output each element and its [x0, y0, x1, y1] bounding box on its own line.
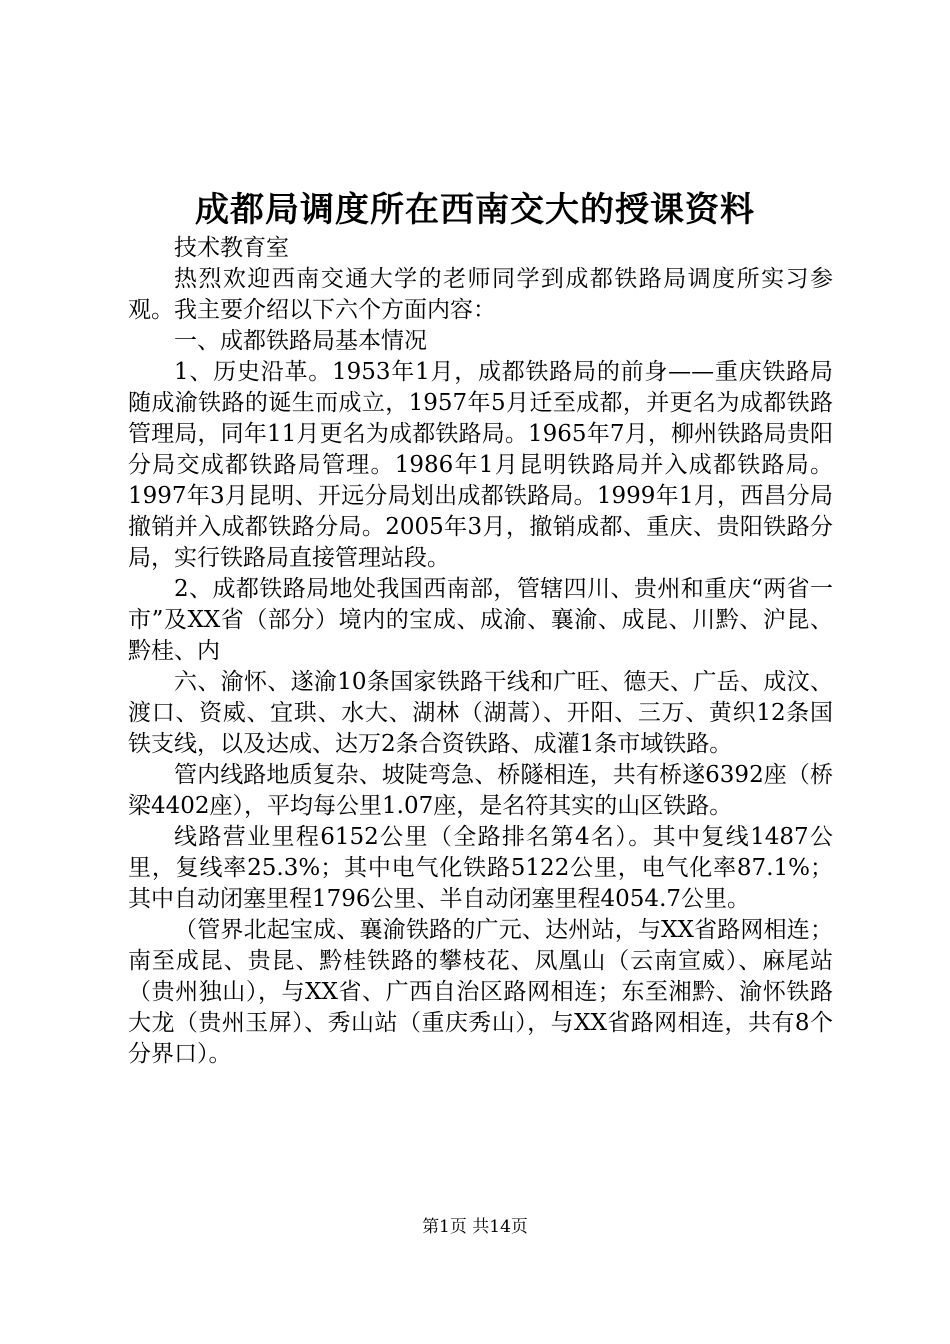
document-body: [128, 233, 833, 1070]
section-heading-1: 一、成都铁路局基本情况: [174, 328, 427, 354]
paragraph-boundaries: （管界北起宝成、襄渝铁路的广元、达州站，与XX省路网相连；南至成昆、贵昆、黔桂铁路的攀枝花、凤凰山（云南宣威）、麻尾站（贵州独山），与XX省、广西自治区路网相连；东至湘黔、渝怀铁路大龙（贵州玉屏）、秀山站（重庆秀山），与XX省路网相连，共有8个分界口）。: [128, 917, 833, 1067]
paragraph-mileage: 线路营业里程6152公里（全路排名第4名）。其中复线1487公里，复线率25.3%；其中电气化铁路5122公里，电气化率87.1%；其中自动闭塞里程1796公里、半自动闭塞里程4054.7公里。: [128, 824, 833, 912]
author-line: 技术教育室: [174, 235, 289, 261]
paragraph-bridges: 管内线路地质复杂、坡陡弯急、桥隧相连，共有桥遂6392座（桥梁4402座），平均每公里1.07座，是名符其实的山区铁路。: [128, 762, 833, 819]
paragraph-history: 1、历史沿革。1953年1月，成都铁路局的前身——重庆铁路局随成渝铁路的诞生而成立，1957年5月迁至成都，并更名为成都铁路管理局，同年11月更名为成都铁路局。1965年7月，柳州铁路局贵阳分局交成都铁路局管理。1986年1月昆明铁路局并入成都铁路局。1997年3月昆明、开远分局划出成都铁路局。1999年1月，西昌分局撤销并入成都铁路分局。2005年3月，撤销成都、重庆、贵阳铁路分局，实行铁路局直接管理站段。: [128, 359, 833, 571]
paragraph-location: 2、成都铁路局地处我国西南部，管辖四川、贵州和重庆“两省一市”及XX省（部分）境内的宝成、成渝、襄渝、成昆、川黔、沪昆、黔桂、内: [128, 576, 833, 664]
document-title: 成都局调度所在西南交大的授课资料: [195, 190, 755, 230]
paragraph-welcome: 热烈欢迎西南交通大学的老师同学到成都铁路局调度所实习参观。我主要介绍以下六个方面内容：: [128, 266, 833, 323]
paragraph-lines: 六、渝怀、遂渝10条国家铁路干线和广旺、德天、广岳、成汶、渡口、资威、宜珙、水大、湖林（湖蒿）、开阳、三万、黄织12条国铁支线，以及达成、达万2条合资铁路、成灌1条市域铁路。: [128, 669, 833, 757]
page-number: 第1页 共14页: [422, 1217, 528, 1237]
